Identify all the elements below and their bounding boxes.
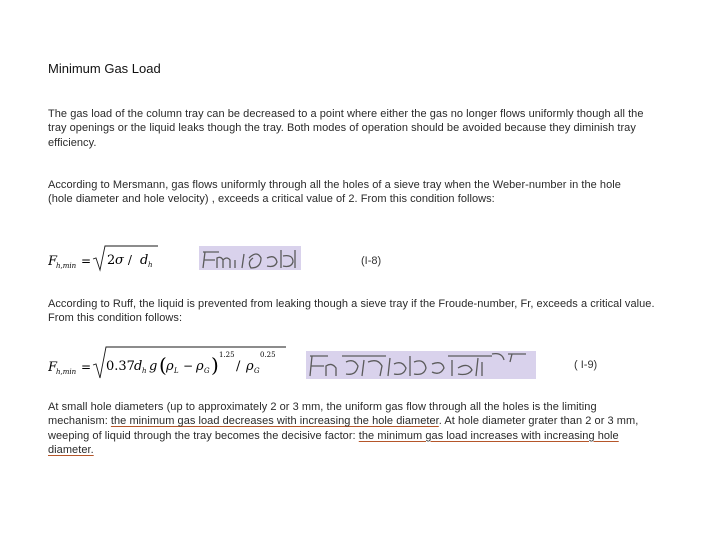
eq1-rad-slash: / [124,253,136,267]
eq2-rho-g-sub: G [204,367,210,375]
eq2-rho-g2: ρ [246,359,254,374]
eq2-coef: 0.37 [106,359,135,374]
eq2-rho-l-sub: L [174,367,179,375]
eq2-rho-g: ρ [196,359,204,374]
eq2-open-paren: ( [159,353,167,377]
eq2-g: g [149,359,158,374]
eq1-rad-sub: h [148,261,153,269]
paragraph-intro: The gas load of the column tray can be decreased to a point where either the gas no longer flows uniformly though all the tray openings or the liquid leaks though the tray. Both modes of operation should be avoided because they diminish tray efficiency. [48,108,644,149]
eq2-exp2: 0.25 [260,351,276,359]
eq2-d-sub: h [142,367,147,375]
eq2-slash: / [236,359,241,374]
eq1-rad-d: d [140,253,149,268]
eq2-exp1: 1.25 [219,351,235,359]
eq2-close-paren: ) [211,353,219,377]
eq1-rad-a: 2 [107,253,116,268]
paragraph-ruff: According to Ruff, the liquid is prevented from leaking though a sieve tray if the Froude-number, Fr, exceeds a critical value. From this condition follows: [48,298,655,325]
eq2-rho-l: ρ [166,359,174,374]
paragraph-conclusion [48,400,648,457]
eq1-lhs-sub: h,min [56,262,77,270]
eq2-equals: = [81,360,92,374]
eq2-rho-g2-sub: G [254,367,260,375]
eq2-d: d [134,359,143,374]
equation-image-icon [199,244,301,272]
equation-number-i8: (I-8) [361,255,382,267]
eq1-equals: = [81,254,92,268]
eq2-minus: − [183,359,194,373]
equation-image-icon [306,348,536,382]
eq1-rad-sigma: σ [115,253,124,268]
eq1-lhs-main: F [48,254,58,269]
equation-i8 [48,243,158,273]
conclusion-underlined-1: the minimum gas load decreases with increasing the hole diameter [110,415,439,428]
eq2-lhs-sub: h,min [56,368,77,376]
eq2-lhs-main: F [48,360,58,375]
conclusion-text-mid: . At hole diameter grater than 2 or 3 mm, weeping of liquid through the tray becomes the decisive factor: [48,415,639,442]
equation-number-i9: ( I-9) [574,359,598,371]
conclusion-text-start: At small hole diameters (up to approximately 2 or 3 mm, the uniform gas flow through all the holes is the limiting mechanism: [48,401,597,428]
page-title: Minimum Gas Load [48,61,161,76]
paragraph-mersmann: According to Mersmann, gas flows uniformly through all the holes of a sieve tray when the Weber-number in the hole (hole diameter and hole velocity) , exceeds a critical value of 2. From this condition follows: [48,179,621,206]
equation-i9 [48,343,288,381]
conclusion-underlined-2: the minimum gas load increases with increasing hole diameter. [48,429,619,456]
